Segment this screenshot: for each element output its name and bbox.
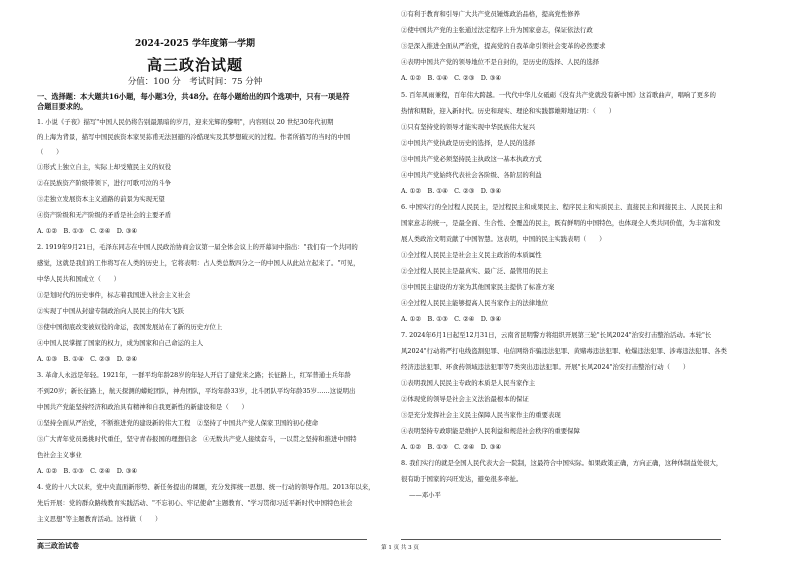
section-instructions-cont: 合题目要求的。: [37, 102, 88, 111]
section-instructions: 一、选择题：本大题共16小题，每小题3分，共48分。在每小题给出的四个选项中，只有一项是符: [37, 92, 350, 101]
question-2-stem-cont: 中华人民共和国成立（ ）: [37, 275, 121, 283]
footer-page-number: 第 1 页 共 3 页: [381, 545, 419, 551]
question-6-choices: A. ①② B. ①③ C. ②④ D. ③④: [401, 315, 502, 323]
question-4-option: ④表明中国共产党的领导地位不是自封的，是历史的选择、人民的选择: [401, 58, 600, 66]
question-4-stem-cont: 主义思想"等主题教育活动。这样做（ ）: [37, 515, 162, 523]
question-2-option: ④中国人民掌握了国家的权力，成为国家和自己命运的主人: [37, 339, 204, 347]
question-7-option: ③是充分发挥社会主义民主保障人民当家作主的重要表现: [401, 411, 561, 419]
question-2-stem-cont: 感觉，这就是我们的工作将写在人类的历史上，它将表明：占人类总数四分之一的中国人从此站立起来了。"可见，: [37, 259, 360, 267]
question-8-attribution: ——邓小平: [409, 491, 441, 499]
question-1-stem: 1. 小说《子夜》描写"中国人民仍将告别最黑暗的岁月，迎来光辉的黎明"，内容则以 20 世纪30年代初期: [37, 118, 334, 126]
question-3-option-cont: 色社会主义事业: [37, 451, 82, 459]
question-2-stem: 2. 1919年9月21日，毛泽东同志在中国人民政治协商会议第一届全体会议上的开幕词中指出："我们有一个共同的: [37, 243, 358, 251]
exam-meta: 分值：100 分 考试时间：75 分钟: [127, 77, 263, 87]
question-5-stem-cont: 热情和期盼，迎入新时代。历史和现实、理论和实践都雄辩地证明：（ ）: [401, 107, 616, 115]
question-4-option: ①有利于教育和引导广大共产党员锤炼政治品格，提高党性修养: [401, 10, 580, 18]
footer-divider-right: [401, 539, 721, 540]
question-1-choices: A. ①② B. ①③ C. ②④ D. ③④: [37, 227, 138, 235]
footer-exam-name: 高三政治试卷: [37, 541, 79, 550]
question-1-stem-cont: 的上海为背景，描写中国民族资本家吴荪甫无法回避的冷酷现实及其梦想破灭的过程。作者所描写的当时的中国: [37, 133, 351, 141]
question-3-stem-cont: 不到20岁；新长征路上，航天探测的蟒蛇团队，神舟团队，平均年龄33岁，北斗团队平均年龄35岁……这说明出: [37, 387, 356, 395]
question-1-blank: （ ）: [37, 148, 63, 156]
question-3-option: ①坚持全面从严治党，不断推进党的建设新的伟大工程 ②坚持了中国共产党人保家卫国的初心使命: [37, 419, 319, 427]
question-2-option: ②实现了中国从封建专制政治向人民民主的伟大飞跃: [37, 307, 184, 315]
question-7-choices: A. ①② B. ①③ C. ②④ D. ③④: [401, 443, 502, 451]
exam-title: 高三政治试题: [146, 56, 243, 74]
question-3-stem: 3. 革命人永远是年轻。1921年，一群平均年龄28岁的年轻人开启了建党来之路；长征路上，红军普通士兵年龄: [37, 371, 351, 379]
question-1-option: ①形式上独立自主，实际上却受殖民主义的奴役: [37, 163, 172, 171]
question-7-stem-cont: 风2024"行动将严打电线盗割犯罪、电信网络诈骗违法犯罪、黄赌毒违法犯罪、枪爆违法犯罪、涉毒违法犯罪、各类: [401, 347, 727, 355]
question-6-option: ②全过程人民民主是最真实、最广泛、最管用的民主: [401, 267, 548, 275]
question-4-option: ②使中国共产党的主张通过法定程序上升为国家意志，保证依法行政: [401, 26, 593, 34]
question-4-stem-cont: 先后开展：党的群众路线教育实践活动、"不忘初心、牢记使命"主题教育、"学习贯彻习近平新时代中国特色社会: [37, 499, 353, 507]
question-7-option: ①表明我国人民民主专政的本质是人民当家作主: [401, 379, 536, 387]
question-2-option: ①是划时代的历史事件，标志着我国进入社会主义社会: [37, 291, 191, 299]
question-3-option: ③广大青年党员勇挑时代重任，坚守青春报国的理想信念 ④无数共产党人接续奋斗，一以贯之坚持和推进中国特: [37, 435, 357, 443]
question-5-option: ④中国共产党始终代表社会各阶级、各阶层的利益: [401, 171, 542, 179]
question-6-option: ①全过程人民民主是社会主义民主政治的本质属性: [401, 251, 542, 259]
question-4-choices: A. ①② B. ①④ C. ②③ D. ③④: [401, 74, 502, 82]
question-7-option: ④表明坚持专政职能是维护人民利益和规范社会秩序的重要保障: [401, 427, 580, 435]
question-7-stem: 7. 2024年6月1日起至12月31日，云南省昆明警方将组织开展第三轮"长风2024"治安打击整治活动。本轮"长: [401, 331, 712, 339]
question-6-option: ③中国民主建设的方案为其他国家民主提供了标准方案: [401, 283, 555, 291]
question-6-option: ④全过程人民民主能够提高人民当家作主的法律地位: [401, 299, 548, 307]
question-1-option: ③走独立发展资本主义道路的前景为实现无望: [37, 195, 165, 203]
question-7-stem-cont: 经济违法犯罪、环食药领域违法犯罪等7类突出违法犯罪。开展"长风2024"治安打击整治行动（ ）: [401, 363, 690, 371]
question-2-choices: A. ①③ B. ①④ C. ②③ D. ②④: [37, 355, 138, 363]
question-7-option: ②体现党的领导是社会主义法治最根本的保证: [401, 395, 529, 403]
question-8-quote-cont: 很有助于国家的兴旺发达，避免很多牵扯。: [401, 475, 523, 483]
question-5-option: ③中国共产党必须坚持民主执政这一基本执政方式: [401, 155, 542, 163]
question-6-stem-cont: 展人类政治文明贡献了中国智慧。这表明，中国的民主实践表明（ ）: [401, 235, 606, 243]
question-5-option: ①只有坚持党的领导才能实现中华民族伟大复兴: [401, 123, 536, 131]
question-4-stem: 4. 党的十八大以来，党中央直面新形势、新任务提出的课题，充分发挥统一思想、统一行动的领导作用。2013年以来，: [37, 483, 375, 491]
question-1-option: ②在民族资产阶级带领下，进行可歌可泣的斗争: [37, 179, 172, 187]
question-3-choices: A. ①② B. ①③ C. ②④ D. ③④: [37, 467, 138, 475]
question-6-stem-cont: 国家意志的统一，是最全面、生合性、全覆盖的民主，既有鲜明的中国特色，也体现全人类共同价值，为丰富和发: [401, 219, 721, 227]
question-6-stem: 6. 中国实行的全过程人民民主，是过程民主和成果民主、程序民主和实质民主、直接民主和间接民主、人民民主和: [401, 203, 723, 211]
question-1-option: ④资产阶级和无产阶级的矛盾是社会的主要矛盾: [37, 211, 172, 219]
question-3-stem-cont: 中国共产党能坚持经济和政治具有精神和自我更新性的新建设和是（ ）: [37, 403, 248, 411]
question-5-stem: 5. 百年风雨兼程，百年伟大跨越。一代代中华儿女砥砺《没有共产党就没有新中国》这首歌曲声，唱响了更多的: [401, 91, 716, 99]
question-8-quote: 8. 我们实行的就是全国人民代表大会一院制，这最符合中国实际。如果政策正确，方向正确，这种体制益处很大，: [401, 459, 723, 467]
question-5-choices: A. ①② B. ①④ C. ②③ D. ③④: [401, 187, 502, 195]
question-2-option: ③使中国彻底改变被奴役的命运，我国发展站在了新的历史方位上: [37, 323, 223, 331]
question-4-option: ③是深入推进全面从严治党，提高党的自我革命引领社会变革的必然要求: [401, 42, 606, 50]
question-5-option: ②中国共产党执政是历史的选择，是人民的选择: [401, 139, 536, 147]
semester-heading: 2024-2025 学年度第一学期: [135, 39, 255, 49]
